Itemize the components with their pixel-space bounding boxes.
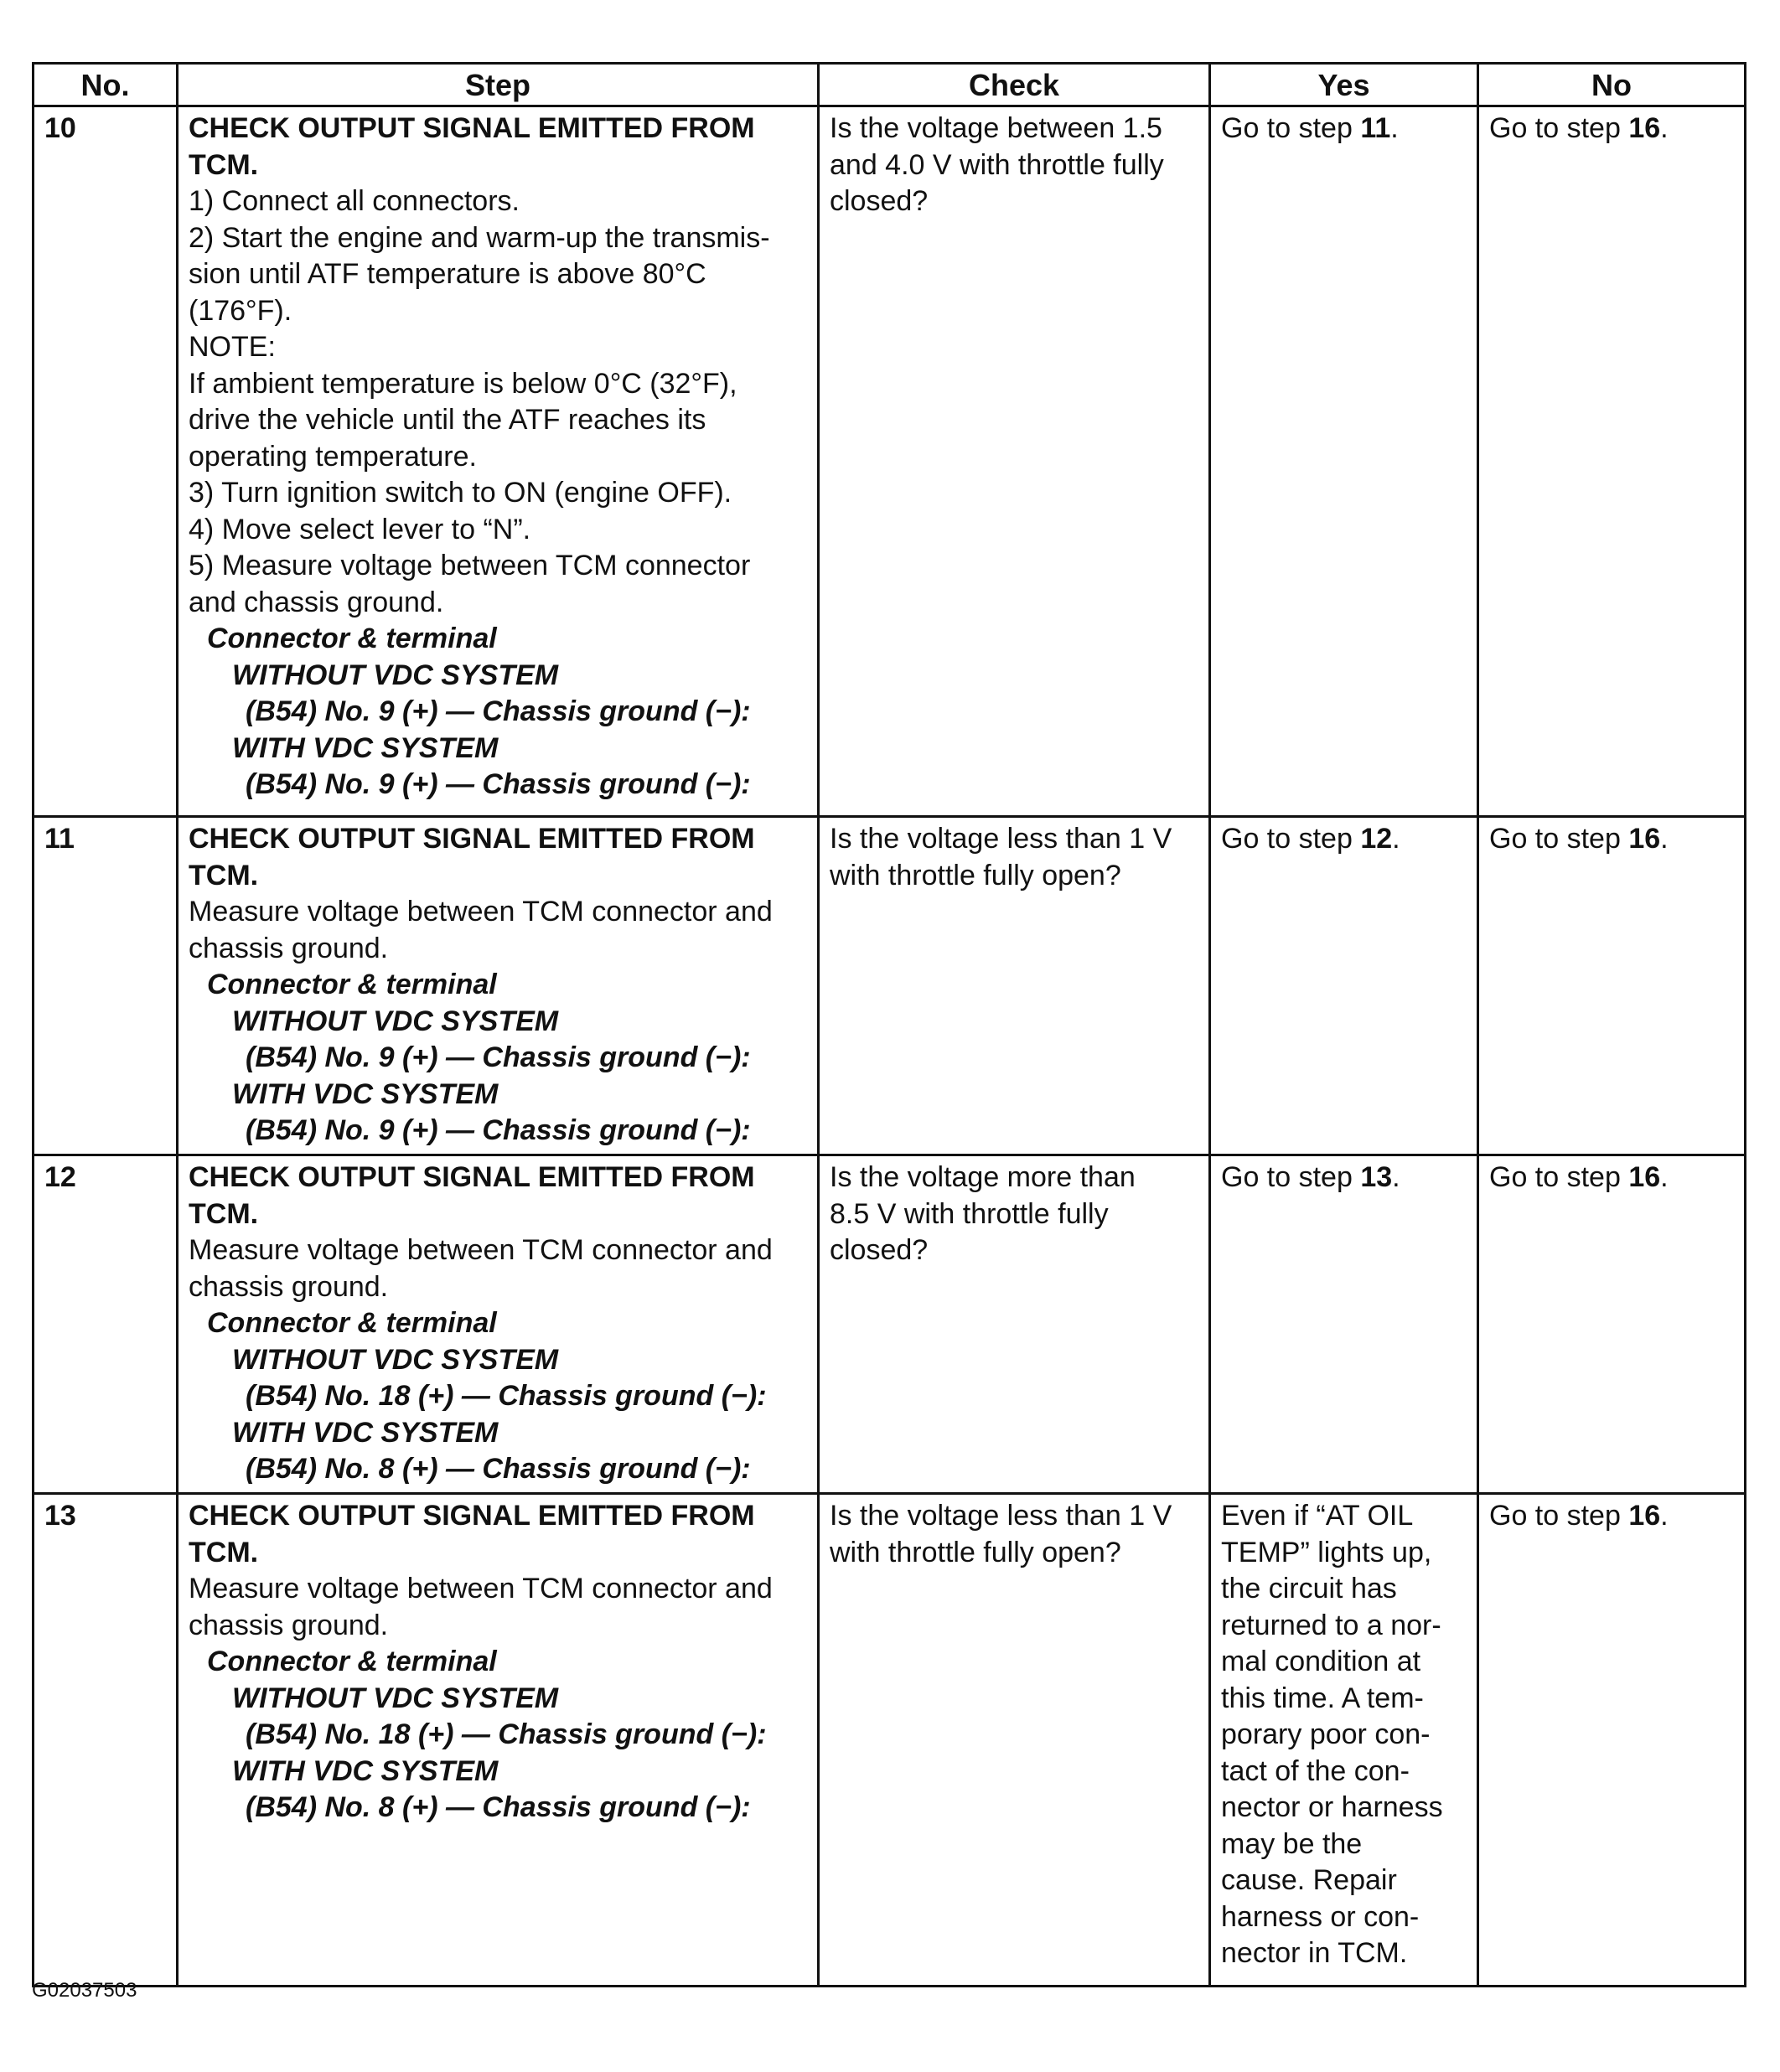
no-step-ref: 16	[1628, 112, 1661, 144]
no-text: Go to step	[1489, 112, 1629, 144]
yes-text: this time. A tem-	[1221, 1682, 1424, 1714]
step-line: Connector & terminal	[207, 1646, 497, 1677]
no-step-ref: 16	[1628, 823, 1661, 855]
no-cell-result	[1478, 106, 1746, 817]
check-cell	[819, 1494, 1210, 1987]
header-check: Check	[819, 64, 1210, 106]
yes-text: TEMP” lights up,	[1221, 1536, 1432, 1568]
step-line: WITHOUT VDC SYSTEM	[232, 659, 559, 691]
yes-text: harness or con-	[1221, 1900, 1420, 1933]
step-line: drive the vehicle until the ATF reaches its	[189, 404, 706, 436]
step-line: (B54) No. 8 (+) — Chassis ground (−):	[246, 1453, 751, 1485]
step-line: CHECK OUTPUT SIGNAL EMITTED FROM	[189, 823, 755, 855]
yes-line	[1221, 1717, 1468, 1754]
table-row	[34, 106, 1746, 817]
step-line: TCM.	[189, 1197, 259, 1230]
step-number: 13	[34, 1494, 178, 1987]
yes-text: Go to step	[1221, 823, 1361, 855]
check-cell	[819, 1155, 1210, 1494]
no-step-ref: 16	[1628, 1161, 1661, 1193]
troubleshooting-table	[32, 62, 1746, 1987]
yes-text: tact of the con-	[1221, 1754, 1410, 1787]
no-line	[1489, 821, 1736, 858]
step-line: WITHOUT VDC SYSTEM	[232, 1682, 559, 1714]
check-line: with throttle fully open?	[830, 859, 1121, 891]
step-line: TCM.	[189, 148, 259, 181]
header-no: No.	[34, 64, 178, 106]
yes-line	[1221, 1863, 1468, 1899]
figure-id: G02037503	[32, 1979, 137, 2002]
yes-cell	[1210, 817, 1478, 1155]
step-number: 11	[34, 817, 178, 1155]
step-line: WITH VDC SYSTEM	[232, 1077, 499, 1110]
step-line: Connector & terminal	[207, 969, 497, 1000]
step-line: (B54) No. 18 (+) — Chassis ground (−):	[246, 1718, 767, 1750]
yes-text: mal condition at	[1221, 1646, 1421, 1677]
step-line: (B54) No. 8 (+) — Chassis ground (−):	[246, 1791, 751, 1823]
yes-text: returned to a nor-	[1221, 1609, 1441, 1641]
check-line: closed?	[830, 185, 929, 217]
yes-line	[1221, 111, 1468, 147]
table-body	[34, 106, 1746, 1987]
no-step-ref: 16	[1628, 1500, 1661, 1532]
step-line: Connector & terminal	[207, 623, 497, 654]
check-line: and 4.0 V with throttle fully	[830, 148, 1164, 181]
yes-suffix: .	[1392, 823, 1400, 855]
yes-line	[1221, 1608, 1468, 1645]
no-suffix: .	[1660, 1161, 1669, 1193]
yes-text: Even if “AT OIL	[1221, 1500, 1414, 1532]
step-line: 5) Measure voltage between TCM connector	[189, 550, 751, 581]
yes-text: the circuit has	[1221, 1573, 1397, 1604]
step-line: chassis ground.	[189, 1270, 389, 1303]
yes-line	[1221, 1827, 1468, 1863]
no-suffix: .	[1660, 112, 1669, 144]
step-line: WITHOUT VDC SYSTEM	[232, 1343, 559, 1376]
yes-line	[1221, 1160, 1468, 1196]
header-yes: Yes	[1210, 64, 1478, 106]
step-line: (B54) No. 9 (+) — Chassis ground (−):	[246, 695, 751, 727]
step-line: (B54) No. 9 (+) — Chassis ground (−):	[246, 768, 751, 800]
no-text: Go to step	[1489, 1161, 1629, 1193]
yes-text: Go to step	[1221, 112, 1361, 144]
step-cell	[178, 1494, 819, 1987]
yes-step-ref: 12	[1360, 823, 1393, 855]
no-cell-result	[1478, 1155, 1746, 1494]
header-no-result: No	[1478, 64, 1746, 106]
yes-text: Go to step	[1221, 1161, 1361, 1193]
yes-text: may be the	[1221, 1827, 1363, 1860]
step-line: Measure voltage between TCM connector and	[189, 896, 773, 927]
yes-line	[1221, 1754, 1468, 1790]
check-cell	[819, 817, 1210, 1155]
yes-line	[1221, 1535, 1468, 1572]
step-line: CHECK OUTPUT SIGNAL EMITTED FROM	[189, 1500, 755, 1532]
yes-line	[1221, 1644, 1468, 1681]
yes-text: porary poor con-	[1221, 1718, 1431, 1750]
no-text: Go to step	[1489, 1500, 1629, 1532]
no-line	[1489, 1160, 1736, 1196]
step-line: (B54) No. 18 (+) — Chassis ground (−):	[246, 1380, 767, 1412]
step-line: CHECK OUTPUT SIGNAL EMITTED FROM	[189, 1161, 755, 1193]
no-suffix: .	[1660, 823, 1669, 855]
step-line: 3) Turn ignition switch to ON (engine OFF).	[189, 477, 732, 509]
step-line: and chassis ground.	[189, 586, 444, 618]
step-line: chassis ground.	[189, 932, 389, 964]
yes-line	[1221, 1681, 1468, 1718]
step-line: WITHOUT VDC SYSTEM	[232, 1005, 559, 1037]
step-line: (B54) No. 9 (+) — Chassis ground (−):	[246, 1041, 751, 1073]
step-line: TCM.	[189, 1536, 259, 1568]
yes-line	[1221, 1899, 1468, 1936]
no-text: Go to step	[1489, 823, 1629, 855]
step-line: 4) Move select lever to “N”.	[189, 513, 531, 545]
check-line: Is the voltage less than 1 V	[830, 823, 1172, 855]
yes-text: cause. Repair	[1221, 1864, 1397, 1896]
check-line: Is the voltage between 1.5	[830, 112, 1162, 144]
yes-cell	[1210, 1494, 1478, 1987]
no-cell-result	[1478, 1494, 1746, 1987]
check-line: 8.5 V with throttle fully	[830, 1197, 1109, 1230]
check-line: Is the voltage less than 1 V	[830, 1500, 1172, 1532]
step-line: 1) Connect all connectors.	[189, 185, 520, 217]
step-line: If ambient temperature is below 0°C (32°F),	[189, 367, 737, 400]
step-line: (176°F).	[189, 294, 292, 327]
step-line: WITH VDC SYSTEM	[232, 1416, 499, 1449]
table-row	[34, 1494, 1746, 1987]
step-line: CHECK OUTPUT SIGNAL EMITTED FROM	[189, 112, 755, 144]
table-row	[34, 1155, 1746, 1494]
step-line: NOTE:	[189, 331, 276, 363]
yes-suffix: .	[1392, 1161, 1400, 1193]
no-line	[1489, 1498, 1736, 1535]
yes-step-ref: 11	[1360, 112, 1391, 144]
step-line: WITH VDC SYSTEM	[232, 731, 499, 764]
step-line: chassis ground.	[189, 1609, 389, 1641]
step-cell	[178, 1155, 819, 1494]
check-line: Is the voltage more than	[830, 1161, 1136, 1193]
step-line: Connector & terminal	[207, 1307, 497, 1339]
step-line: operating temperature.	[189, 440, 477, 473]
no-cell-result	[1478, 817, 1746, 1155]
yes-text: nector in TCM.	[1221, 1937, 1408, 1969]
step-line: sion until ATF temperature is above 80°C	[189, 258, 706, 290]
yes-cell	[1210, 106, 1478, 817]
check-line: with throttle fully open?	[830, 1536, 1121, 1568]
header-row	[34, 64, 1746, 106]
table-row	[34, 817, 1746, 1155]
step-line: WITH VDC SYSTEM	[232, 1754, 499, 1787]
yes-cell	[1210, 1155, 1478, 1494]
yes-line	[1221, 821, 1468, 858]
yes-suffix: .	[1390, 112, 1399, 144]
step-cell	[178, 817, 819, 1155]
step-number: 12	[34, 1155, 178, 1494]
header-step: Step	[178, 64, 819, 106]
yes-line	[1221, 1935, 1468, 1972]
yes-line	[1221, 1498, 1468, 1535]
step-cell	[178, 106, 819, 817]
check-line: closed?	[830, 1234, 929, 1266]
step-line: (B54) No. 9 (+) — Chassis ground (−):	[246, 1114, 751, 1146]
yes-text: nector or harness	[1221, 1791, 1443, 1823]
step-line: 2) Start the engine and warm-up the transmis-	[189, 221, 770, 254]
no-suffix: .	[1660, 1500, 1669, 1532]
yes-line	[1221, 1790, 1468, 1827]
step-line: TCM.	[189, 859, 259, 891]
yes-line	[1221, 1571, 1468, 1608]
yes-step-ref: 13	[1360, 1161, 1393, 1193]
step-line: Measure voltage between TCM connector and	[189, 1573, 773, 1604]
no-line	[1489, 111, 1736, 147]
step-number: 10	[34, 106, 178, 817]
step-line: Measure voltage between TCM connector and	[189, 1234, 773, 1266]
check-cell	[819, 106, 1210, 817]
